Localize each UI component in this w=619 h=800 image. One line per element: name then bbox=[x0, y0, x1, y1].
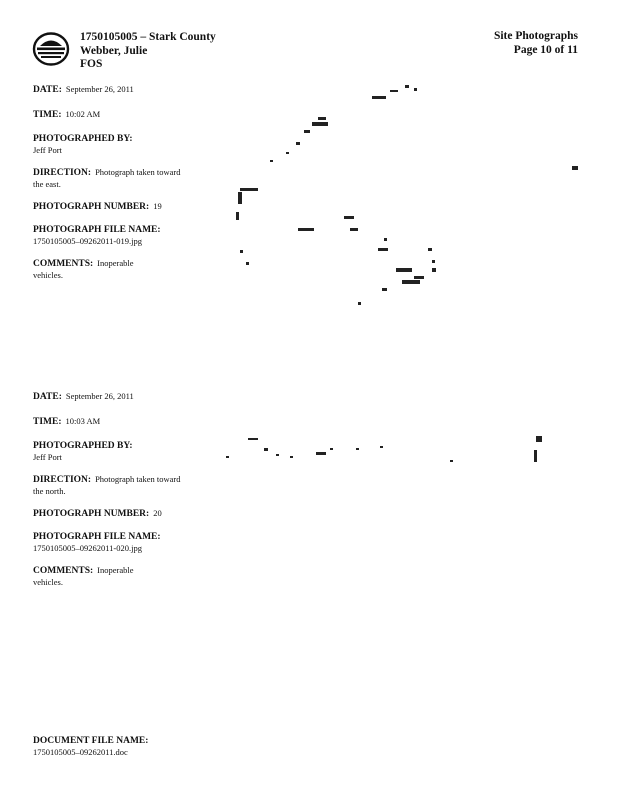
direction-field bbox=[33, 474, 183, 497]
photo-file-label: PHOTOGRAPH FILE NAME: bbox=[33, 532, 161, 542]
date-value: September 26, 2011 bbox=[65, 84, 134, 94]
time-field bbox=[33, 416, 193, 428]
header-page-info bbox=[494, 30, 578, 57]
photographer-label: PHOTOGRAPHED BY: bbox=[33, 134, 133, 144]
photo-number-label: PHOTOGRAPH NUMBER: bbox=[33, 509, 150, 519]
photographer-value: Jeff Port bbox=[33, 452, 62, 462]
agency-logo-icon bbox=[32, 32, 70, 66]
section-title: Site Photographs bbox=[493, 30, 578, 42]
comments-field bbox=[33, 565, 153, 588]
document-file-label: DOCUMENT FILE NAME: bbox=[33, 736, 149, 746]
photo-file-label: PHOTOGRAPH FILE NAME: bbox=[33, 225, 161, 235]
date-label: DATE: bbox=[33, 85, 62, 95]
photographer-label: PHOTOGRAPHED BY: bbox=[33, 441, 133, 451]
photo-20-scan-marks bbox=[200, 420, 590, 480]
photo-number-label: PHOTOGRAPH NUMBER: bbox=[33, 202, 150, 212]
photographer-field bbox=[33, 441, 193, 463]
direction-value: Photograph taken toward the north. bbox=[33, 474, 181, 496]
site-photo-20 bbox=[200, 420, 590, 480]
photographer-field bbox=[33, 134, 193, 156]
owner-name: Webber, Julie bbox=[80, 44, 148, 57]
time-value: 10:02 AM bbox=[65, 109, 101, 119]
date-value: September 26, 2011 bbox=[65, 391, 134, 401]
photo-19-scan-marks bbox=[200, 70, 590, 320]
time-label: TIME: bbox=[33, 417, 62, 427]
photo-2-details bbox=[33, 391, 193, 588]
facility-id-county: 1750105005 – Stark County bbox=[80, 31, 216, 43]
photo-number-value: 20 bbox=[153, 508, 162, 518]
date-field bbox=[33, 84, 193, 96]
comments-value: Inoperable vehicles. bbox=[33, 565, 134, 587]
time-label: TIME: bbox=[33, 110, 62, 120]
photo-file-field bbox=[33, 532, 193, 554]
time-field bbox=[33, 109, 193, 121]
direction-field bbox=[33, 167, 183, 190]
photo-file-field bbox=[33, 225, 193, 247]
direction-label: DIRECTION: bbox=[33, 475, 92, 485]
comments-field bbox=[33, 258, 153, 281]
comments-value: Inoperable vehicles. bbox=[33, 258, 134, 280]
document-file-value: 1750105005–09262011.doc bbox=[33, 747, 128, 757]
direction-value: Photograph taken toward the east. bbox=[33, 167, 181, 189]
comments-label: COMMENTS: bbox=[33, 566, 94, 576]
site-photo-19 bbox=[200, 70, 590, 320]
date-label: DATE: bbox=[33, 392, 62, 402]
program-code: FOS bbox=[80, 58, 103, 70]
photographer-value: Jeff Port bbox=[33, 145, 62, 155]
header-site-info bbox=[80, 31, 216, 72]
direction-label: DIRECTION: bbox=[33, 168, 92, 178]
page-number: Page 10 of 11 bbox=[513, 43, 578, 56]
photo-file-value: 1750105005–09262011-019.jpg bbox=[33, 236, 143, 246]
photo-1-details bbox=[33, 84, 193, 281]
time-value: 10:03 AM bbox=[65, 416, 101, 426]
photo-file-value: 1750105005–09262011-020.jpg bbox=[33, 543, 143, 553]
date-field bbox=[33, 391, 193, 403]
photo-number-field bbox=[33, 508, 193, 520]
document-file-info bbox=[33, 736, 253, 758]
photo-number-value: 19 bbox=[153, 201, 162, 211]
comments-label: COMMENTS: bbox=[33, 259, 94, 269]
photo-number-field bbox=[33, 201, 193, 213]
